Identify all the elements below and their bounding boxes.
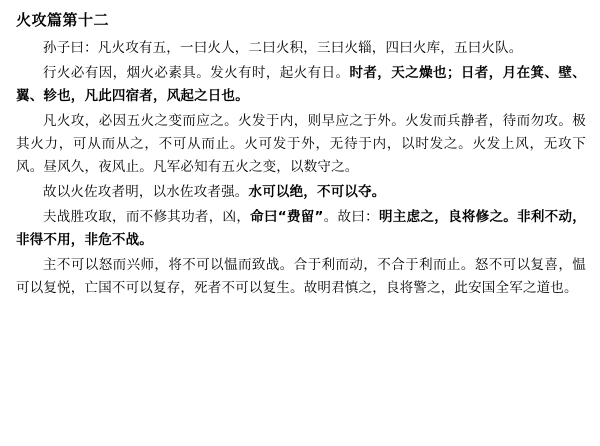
paragraph	[16, 254, 586, 300]
body-text: 凡火攻，必因五火之变而应之。火发于内，则早应之于外。火发而兵静者，待而勿攻。极其火力，可从而从之，不可从而止。火可发于外，无待于内，以时发之。火发上风，无攻下风。昼风久，夜风止。凡军必知有五火之变，以数守之。	[16, 113, 586, 175]
body-text: 孙子曰：凡火攻有五，一曰火人，二曰火积，三曰火辎，四曰火库，五曰火队。	[43, 40, 523, 56]
paragraph	[16, 181, 586, 204]
body-text: 夫战胜攻取，而不修其功者，凶，	[43, 209, 251, 225]
page-title: 火攻篇第十二	[16, 11, 110, 29]
body-text: 行火必有因，烟火必素具。发火有时，起火有日。	[43, 65, 350, 81]
emphasized-text: 明主虑之，良将修之。非利不动，非得不用，非危不战。	[16, 209, 587, 248]
emphasized-text: 时者，天之燥也；日者，月在箕、壁、翼、轸也，凡此四宿者，风起之日也。	[16, 65, 586, 104]
paragraph	[16, 62, 586, 108]
body-text: 。故曰：	[323, 209, 379, 225]
emphasized-text: 命曰“费留”	[250, 209, 324, 225]
document-body	[16, 37, 586, 300]
paragraph	[16, 110, 586, 179]
paragraph	[16, 37, 586, 60]
body-text: 主不可以怒而兴师，将不可以愠而致战。合于利而动，不合于利而止。怒不可以复喜，愠可以复悦，亡国不可以复存，死者不可以复生。故明君慎之，良将警之，此安国全军之道也。	[16, 257, 586, 296]
paragraph	[16, 206, 586, 252]
emphasized-text: 水可以绝，不可以夺。	[248, 184, 386, 200]
body-text: 故以火佐攻者明，以水佐攻者强。	[43, 184, 249, 200]
